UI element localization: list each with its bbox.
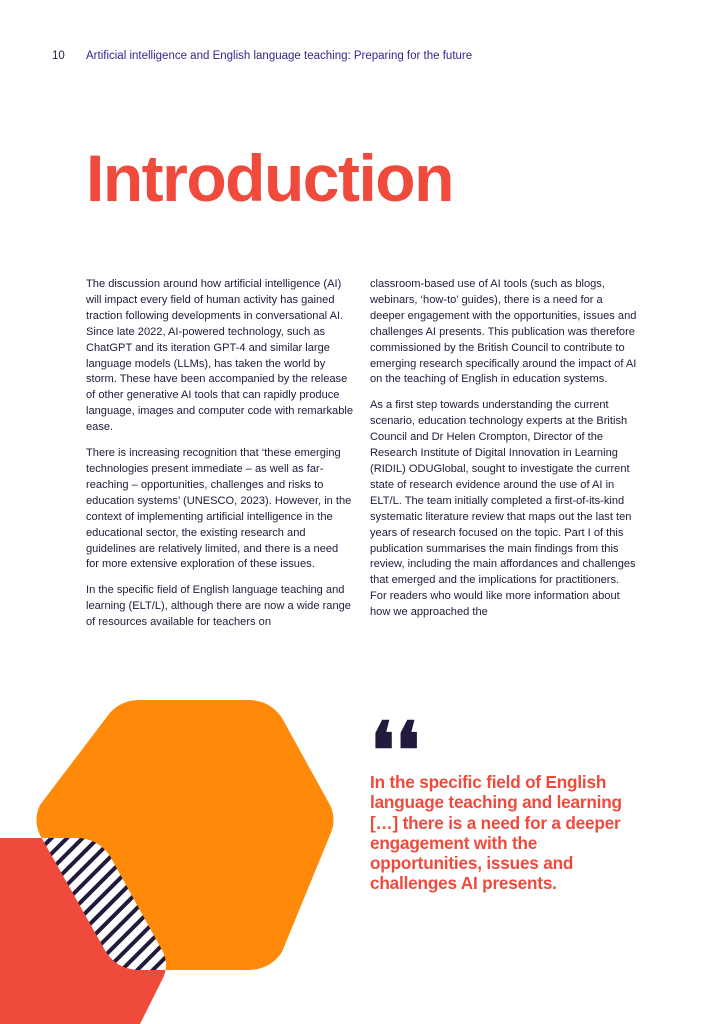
body-column-right	[370, 277, 638, 631]
paragraph: In the specific field of English language teaching and learning (ELT/L), although there are now a wide range of resources available for teachers on	[86, 584, 351, 629]
page-header	[52, 50, 684, 62]
paragraph: As a first step towards understanding the current scenario, education technology experts at the British Council and Dr Helen Crompton, Director of the Research Institute of Digital Innovation in Learning (RIDIL) ODUGlobal, sought to investigate the current state of research evidence around the use of AI in ELT/L. The team initially completed a first-of-its-kind systematic literature review that maps out the last ten years of research focused on the topic. Part I of this publication summarises the main findings from this review, including the main affordances and challenges that emerged and the implications for practitioners. For readers who would like more information about how we approached the	[370, 399, 636, 619]
pull-quote: In the specific field of English language teaching and learning […] there is a need for a deeper engagement with the opportunities, issues and challenges AI presents.	[370, 772, 622, 894]
body-column-left	[86, 277, 354, 641]
running-title: Artificial intelligence and English language teaching: Preparing for the future	[86, 50, 473, 62]
quote-mark-icon: ❛❛	[370, 706, 421, 797]
paragraph: There is increasing recognition that ‘these emerging technologies present immediate – as well as far-reaching – opportunities, challenges and risks to education systems’ (UNESCO, 2023). However, in the context of implementing artificial intelligence in the educational sector, the existing research and guidelines are relatively limited, and there is a need for more extensive exploration of these issues.	[86, 447, 352, 571]
paragraph: classroom-based use of AI tools (such as blogs, webinars, ‘how-to’ guides), there is a need for a deeper engagement with the opportunities, issues and challenges AI presents. This publication was therefore commissioned by the British Council to contribute to emerging research specifically around the impact of AI on the teaching of English in education systems.	[370, 278, 637, 386]
decorative-hexagon-graphic	[0, 690, 340, 1024]
paragraph: The discussion around how artificial intelligence (AI) will impact every field of human activity has gained traction following developments in conversational AI. Since late 2022, AI-powered technology, such as ChatGPT and its iteration GPT-4 and similar large language models (LLMs), has taken the world by storm. These have been accompanied by the release of other generative AI tools that can rapidly produce language, images and computer code with remarkable ease.	[86, 278, 354, 434]
page-title: Introduction	[86, 141, 453, 215]
page-number: 10	[52, 50, 65, 62]
